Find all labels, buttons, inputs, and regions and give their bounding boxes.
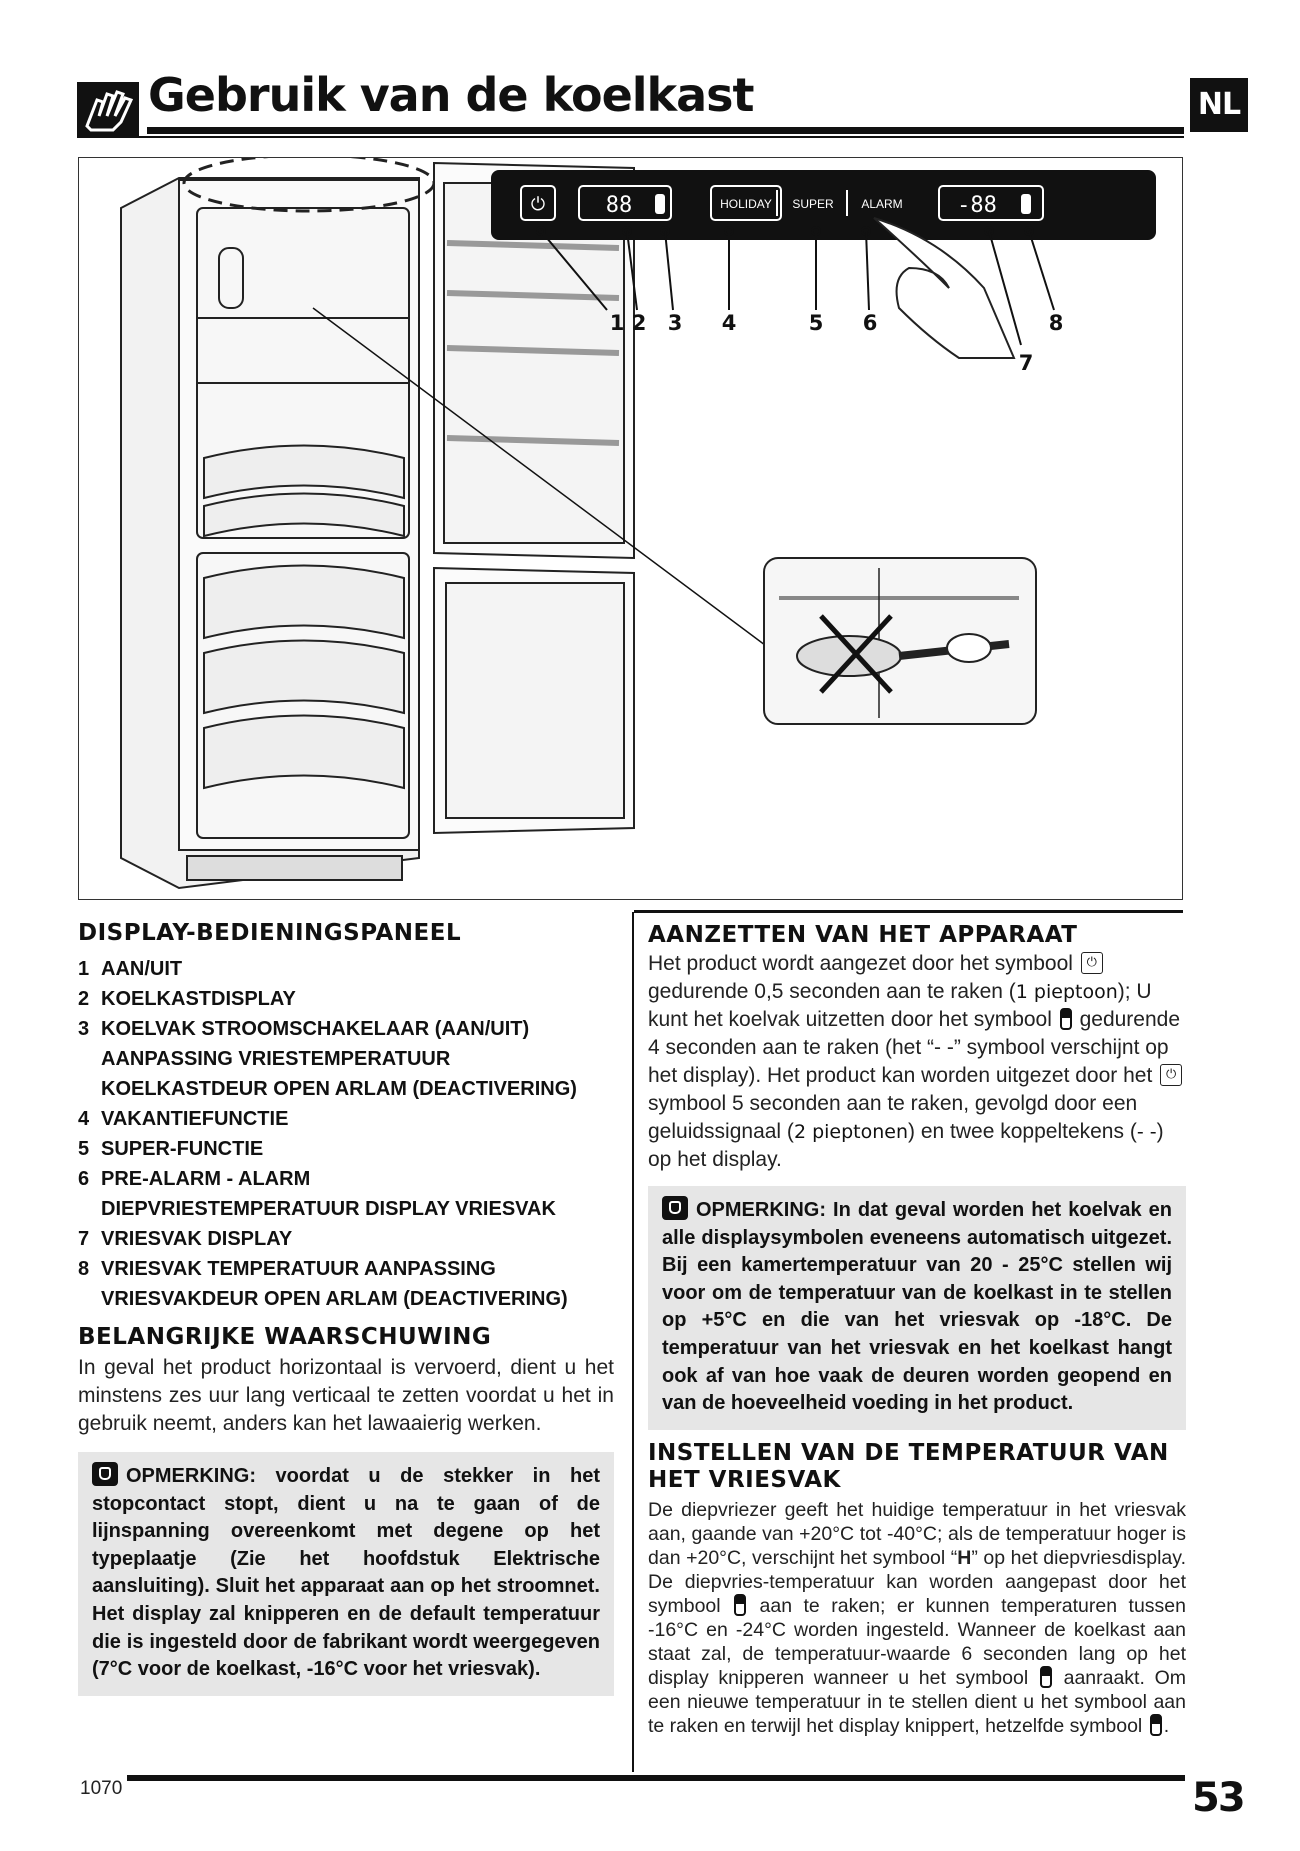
fridge-body <box>121 158 434 888</box>
item-number: 1 <box>78 958 90 980</box>
display-panel-heading: DISPLAY-BEDIENINGSPANEEL <box>78 920 462 946</box>
column-divider <box>632 912 634 1772</box>
display-panel-list <box>78 954 614 1314</box>
note-left-text: OPMERKING: voordat u de stekker in het stopcontact stopt, dient u na te gaan of de lijnspanning overeenkomt met degene op het typeplaatje (Zie het hoofdstuk Elektrische aansluiting). Sluit het apparaat aan op het stroomnet. Het display zal knipperen en de default temperatuur die is ingesteld door de fabrikant wordt weergegeven (7°C voor de koelkast, -16°C voor het vriesvak). <box>92 1465 600 1681</box>
control-panel <box>491 170 1156 240</box>
callout-6: 6 <box>862 311 878 335</box>
inset-warning <box>764 558 1036 724</box>
display-panel-item <box>78 1014 614 1104</box>
display-panel-item <box>78 984 614 1014</box>
item-number: 6 <box>78 1168 90 1190</box>
item-line: VRIESVAKDEUR OPEN ARLAM (DEACTIVERING) <box>101 1288 568 1310</box>
freezer-display: -88 <box>957 193 997 218</box>
item-line: VRIESVAK TEMPERATUUR AANPASSING <box>101 1258 496 1280</box>
display-panel-item <box>78 1134 614 1164</box>
freezer-door-symbol-icon <box>734 1594 746 1616</box>
item-text <box>101 984 614 1014</box>
freezer-door-symbol-icon <box>1040 1666 1052 1688</box>
super-label: SUPER <box>792 197 834 211</box>
display-panel-item <box>78 1104 614 1134</box>
callout-1: 1 <box>609 311 625 335</box>
warning-text: In geval het product horizontaal is vervoerd, dient u het minstens zes uur lang verticaal te zetten voordat u het in gebruik neemt, anders kan het lawaaierig werken. <box>78 1356 614 1435</box>
item-line: VAKANTIEFUNCTIE <box>101 1108 289 1130</box>
display-panel-item <box>78 1224 614 1254</box>
right-column <box>648 922 1186 1738</box>
footer-rule <box>127 1775 1185 1781</box>
item-text <box>101 1164 614 1224</box>
left-column <box>78 920 614 1696</box>
holiday-label: HOLIDAY <box>720 197 772 211</box>
note-box-left <box>78 1452 614 1696</box>
item-number: 7 <box>78 1228 90 1250</box>
document-code: 1070 <box>80 1778 123 1799</box>
item-line: SUPER-FUNCTIE <box>101 1138 264 1160</box>
note-right-text: OPMERKING: In dat geval worden het koelvak en alle displaysymbolen eveneens automatisch uitgezet. Bij een kamertemperatuur van 20 - 25°C stellen wij voor om de temperatuur van de koelkast in te stellen op +5°C en die van het vriesvak op -18°C. De temperatuur van het vriesvak en het koelkast hangt ook af van hoe vaak de deuren worden geopend en van de hoeveelheid voeding in het product. <box>662 1199 1172 1415</box>
hand-icon <box>77 82 139 136</box>
item-text <box>101 1134 614 1164</box>
fridge-display: 88 <box>605 193 633 218</box>
item-line: AANPASSING VRIESTEMPERATUUR <box>101 1048 451 1070</box>
callout-8: 8 <box>1048 311 1064 335</box>
item-line: KOELVAK STROOMSCHAKELAAR (AAN/UIT) <box>101 1018 530 1040</box>
switch-on-text: Het product wordt aangezet door het symbool ⏻ gedurende 0,5 seconden aan te raken (1 pieptoon); U kunt het koelvak uitzetten door het symbool gedurende 4 seconden aan te raken (het “- -” symbool verschijnt op het display). Het product kan worden uitgezet door het ⏻ symbool 5 seconden aan te raken, gevolgd door een geluidssignaal (2 pieptonen) en twee koppeltekens (- -) op het display. <box>648 950 1186 1174</box>
item-line: KOELKASTDEUR OPEN ARLAM (DEACTIVERING) <box>101 1078 577 1100</box>
power-symbol-icon <box>1160 1064 1182 1086</box>
callout-5: 5 <box>808 311 824 335</box>
callout-7: 7 <box>1018 351 1034 375</box>
note-hand-icon <box>92 1462 118 1486</box>
header-base-rule <box>77 136 1184 138</box>
alarm-label: ALARM <box>861 197 903 211</box>
freezer-temp-heading: INSTELLEN VAN DE TEMPERATUUR VAN HET VRIESVAK <box>648 1439 1169 1493</box>
item-number: 5 <box>78 1138 90 1160</box>
display-panel-item <box>78 954 614 984</box>
freezer-door-symbol-icon <box>1150 1714 1162 1736</box>
callout-4: 4 <box>721 311 737 335</box>
display-panel-item <box>78 1164 614 1224</box>
note-box-right <box>648 1186 1186 1430</box>
item-text <box>101 1224 614 1254</box>
note-hand-icon <box>662 1196 688 1220</box>
item-text <box>101 954 614 984</box>
page-number: 53 <box>1192 1775 1244 1821</box>
language-badge: NL <box>1190 78 1248 132</box>
page-title: Gebruik van de koelkast <box>148 68 754 122</box>
item-number: 2 <box>78 988 90 1010</box>
item-number: 8 <box>78 1258 90 1280</box>
item-line: DIEPVRIESTEMPERATUUR DISPLAY VRIESVAK <box>101 1198 556 1220</box>
header-rule <box>147 127 1184 134</box>
display-panel-item <box>78 1254 614 1314</box>
switch-on-heading: AANZETTEN VAN HET APPARAAT <box>648 922 1078 948</box>
fridge-door-symbol-icon <box>1060 1008 1072 1030</box>
item-line: VRIESVAK DISPLAY <box>101 1228 293 1250</box>
item-text <box>101 1104 614 1134</box>
item-number: 3 <box>78 1018 90 1040</box>
item-text <box>101 1014 614 1104</box>
fridge-illustration <box>78 157 1183 900</box>
item-line: KOELKASTDISPLAY <box>101 988 296 1010</box>
section-rule <box>634 910 1183 913</box>
item-number: 4 <box>78 1108 90 1130</box>
freezer-temp-text: De diepvriezer geeft het huidige temperatuur in het vriesvak aan, gaande van +20°C tot -40°C; als de temperatuur hoger is dan +20°C, verschijnt het symbool “H” op het diepvriesdisplay. De diepvries-temperatuur kan worden aangepast door het symbool aan te raken; er kunnen temperaturen tussen -16°C en -24°C worden ingesteld. Wanneer de koelkast aan staat zal, de temperatuur-waarde 6 seconden lang op het display knipperen wanneer u het symbool aanraakt. Om een nieuwe temperatuur in te stellen dient u het symbool aan te raken en terwijl het display knippert, hetzelfde symbool . <box>648 1498 1187 1737</box>
svg-text:⏻: ⏻ <box>530 194 546 215</box>
item-line: AAN/UIT <box>101 958 183 980</box>
callout-2: 2 <box>631 311 647 335</box>
callout-3: 3 <box>667 311 683 335</box>
fridge-doors <box>434 163 634 833</box>
power-symbol-icon <box>1081 952 1103 974</box>
item-line: PRE-ALARM - ALARM <box>101 1168 311 1190</box>
item-text <box>101 1254 614 1314</box>
warning-heading: BELANGRIJKE WAARSCHUWING <box>78 1324 492 1350</box>
